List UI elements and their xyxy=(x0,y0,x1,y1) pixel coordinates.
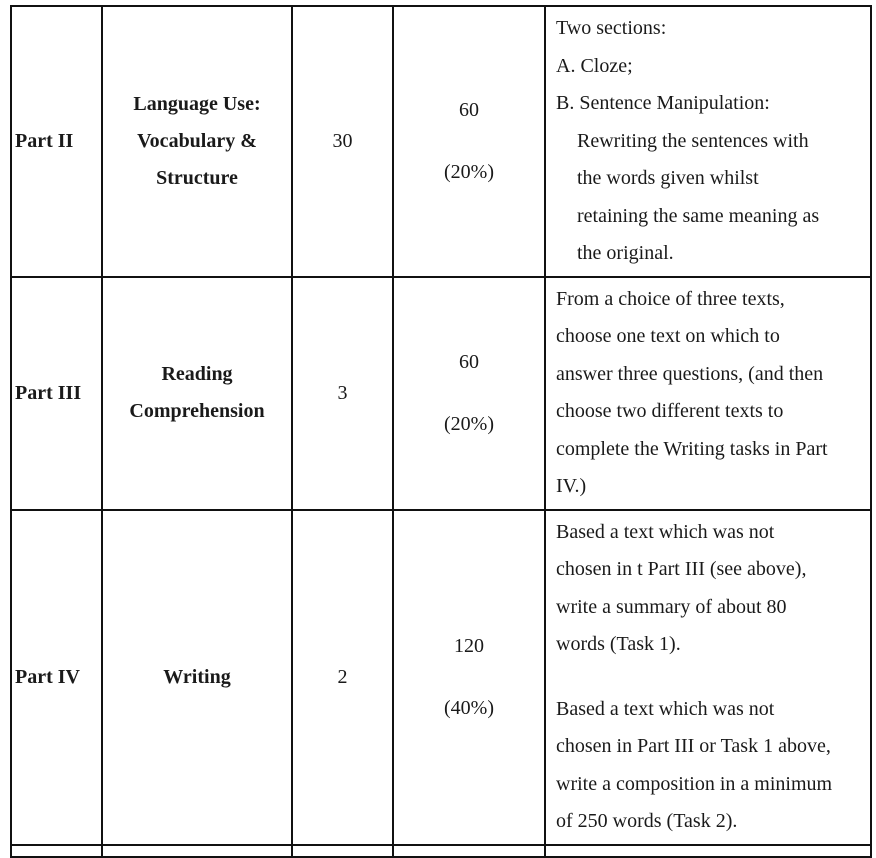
table-row xyxy=(11,510,871,845)
marks-value: 60 xyxy=(459,351,479,373)
marks-cell xyxy=(393,510,545,845)
format-description: From a choice of three texts, choose one text on which to answer three questions, (and then choose two different texts to complete the Writing tasks in Part IV.) xyxy=(545,277,871,510)
empty-cell xyxy=(11,845,102,857)
component-name: Language Use: Vocabulary & Structure xyxy=(102,6,292,277)
marks-value: 120 xyxy=(454,635,484,657)
marks-value: 60 xyxy=(459,99,479,122)
empty-cell xyxy=(102,845,292,857)
exam-structure-table xyxy=(10,5,872,858)
empty-cell xyxy=(292,845,393,857)
part-label: Part II xyxy=(11,6,102,277)
component-name: Writing xyxy=(102,510,292,845)
marks-cell xyxy=(393,277,545,510)
item-count: 2 xyxy=(292,510,393,845)
table-row xyxy=(11,277,871,510)
table-row xyxy=(11,6,871,277)
part-label: Part IV xyxy=(11,510,102,845)
format-description: Two sections: A. Cloze; B. Sentence Manipulation: Rewriting the sentences with the words given whilst retaining the same meaning as the original. xyxy=(545,6,871,277)
item-count: 30 xyxy=(292,6,393,277)
marks-cell xyxy=(393,6,545,277)
item-count: 3 xyxy=(292,277,393,510)
empty-cell xyxy=(393,845,545,857)
format-description: Based a text which was not chosen in t Part III (see above), write a summary of about 80 words (Task 1). Based a text which was not chosen in Part III or Task 1 above, write a composition in a minimum of 250 words (Task 2). xyxy=(545,510,871,845)
weight-value: (40%) xyxy=(444,697,494,719)
empty-cell xyxy=(545,845,871,857)
weight-value: (20%) xyxy=(444,413,494,435)
weight-value: (20%) xyxy=(444,161,494,184)
component-name: Reading Comprehension xyxy=(102,277,292,510)
part-label: Part III xyxy=(11,277,102,510)
table-row-partial xyxy=(11,845,871,857)
paragraph-gap xyxy=(556,664,866,691)
